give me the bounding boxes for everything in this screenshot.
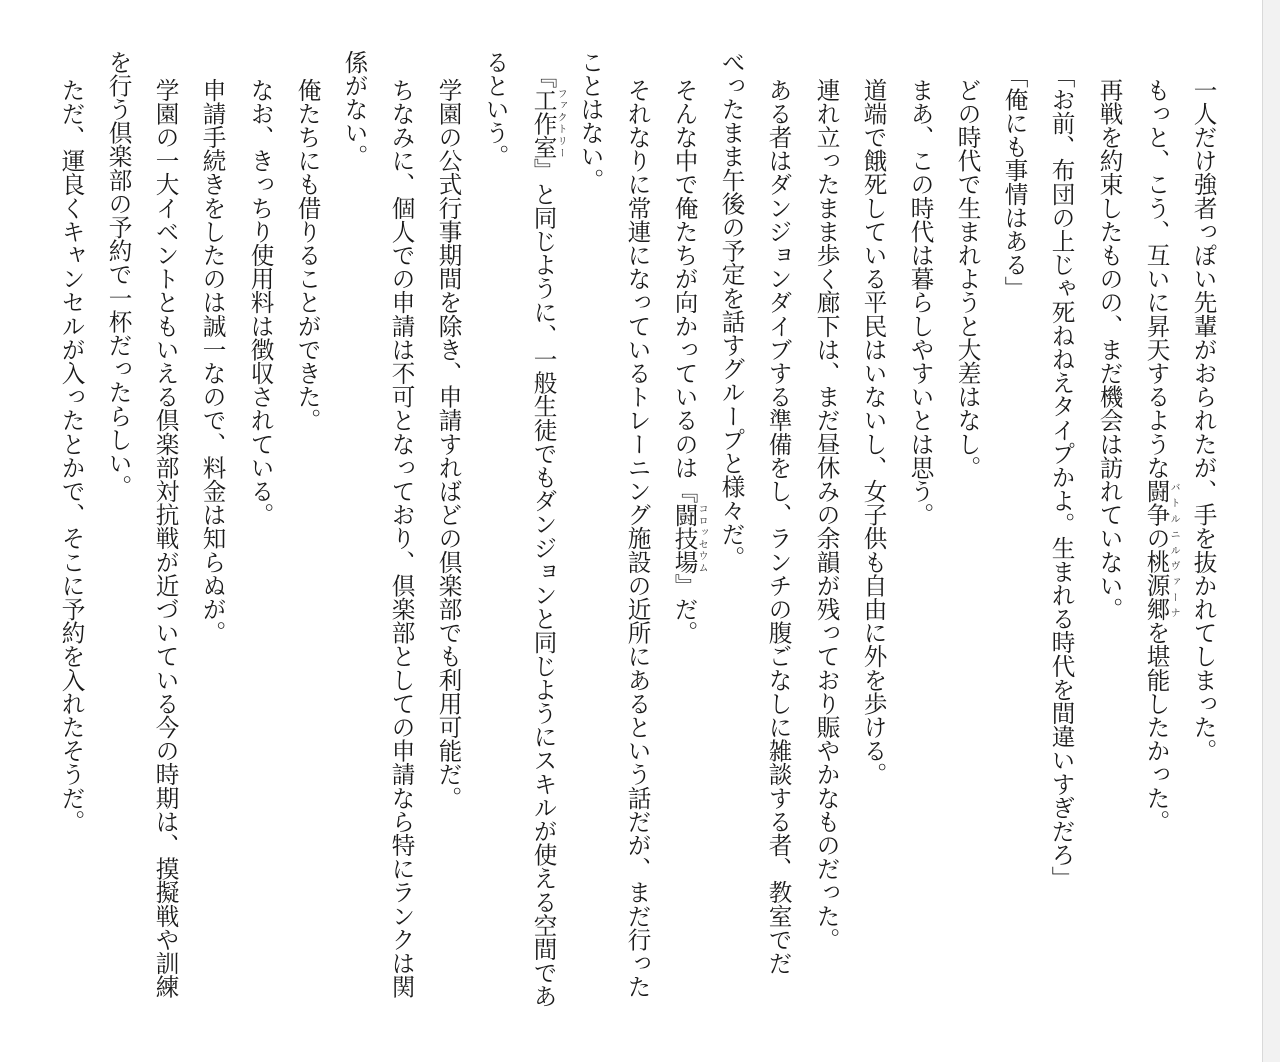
text-line-12 xyxy=(672,78,707,644)
text-line-9 xyxy=(812,78,841,952)
text-run: 一人だけ強者っぽい先輩がおられたが、手を抜かれてしまった。 xyxy=(1189,78,1218,763)
text-run: ある者はダンジョンダイブする準備をし、ランチの腹ごなしに雑談する者、教室でだ xyxy=(764,78,793,975)
ruby-base: 闘技場 xyxy=(670,502,699,574)
ruby-base: 闘争の桃源郷 xyxy=(1142,479,1171,621)
text-run: 係がない。 xyxy=(340,50,369,168)
text-run: ことはない。 xyxy=(576,50,605,192)
text-line-7 xyxy=(906,78,935,527)
text-run: 「お前、布団の上じゃ死ねねえタイプかよ。生まれる時代を間違いすぎだろ」 xyxy=(1047,64,1076,890)
text-run: を行う倶楽部の予約で一杯だったらしい。 xyxy=(104,50,133,499)
text-line-16 xyxy=(481,50,510,168)
text-line-10 xyxy=(764,78,793,975)
text-run: どの時代で生まれようと大差はなし。 xyxy=(953,78,982,480)
text-run: そんな中で俺たちが向かっているのは『 xyxy=(670,78,699,503)
text-line-11 xyxy=(717,50,746,570)
text-line-17 xyxy=(434,78,463,810)
text-run: 道端で餓死している平民はいないし、女子供も自由に外を歩ける。 xyxy=(859,78,888,786)
text-run: もっと、こう、互いに昇天するような xyxy=(1142,78,1171,480)
text-run: ちなみに、個人での申請は不可となっており、倶楽部としての申請なら特にランクは関 xyxy=(387,78,416,999)
ruby-term xyxy=(1142,479,1180,621)
text-line-19 xyxy=(340,50,369,168)
text-run: ただ、運良くキャンセルが入ったとかで、そこに予約を入れたそうだ。 xyxy=(57,78,86,834)
text-run: まあ、この時代は暮らしやすいとは思う。 xyxy=(906,78,935,527)
text-run: を堪能したかった。 xyxy=(1142,620,1171,834)
text-line-5 xyxy=(1000,64,1029,300)
text-line-3 xyxy=(1095,78,1124,621)
text-line-22 xyxy=(198,78,227,645)
text-run: 連れ立ったまま歩く廊下は、まだ昼休みの余韻が残っており賑やかなものだった。 xyxy=(812,78,841,952)
ruby-term xyxy=(529,87,567,159)
ruby-reading: バトルニルヴァーナ xyxy=(1168,479,1180,621)
ruby-base: 工作室 xyxy=(529,87,558,159)
text-line-8 xyxy=(859,78,888,786)
text-line-1 xyxy=(1189,78,1218,763)
text-run: 再戦を約束したものの、まだ機会は訪れていない。 xyxy=(1095,78,1124,621)
text-line-20 xyxy=(293,78,322,432)
text-line-6 xyxy=(953,78,982,480)
text-line-23 xyxy=(151,78,180,999)
text-run: 俺たちにも借りることができた。 xyxy=(293,78,322,432)
text-run: 『 xyxy=(529,64,558,88)
text-line-18 xyxy=(387,78,416,999)
text-run: 』だ。 xyxy=(670,573,699,645)
text-run: 「俺にも事情はある」 xyxy=(1000,64,1029,300)
text-line-2 xyxy=(1144,78,1179,833)
ruby-reading: コロッセウム xyxy=(696,502,708,574)
text-line-13 xyxy=(623,78,652,999)
text-run: るという。 xyxy=(481,50,510,168)
text-line-14 xyxy=(576,50,605,192)
ruby-term xyxy=(670,502,708,574)
text-run: 学園の一大イベントともいえる倶楽部対抗戦が近づいている今の時期は、摸擬戦や訓練 xyxy=(151,78,180,999)
ruby-reading: ファクトリー xyxy=(555,87,567,159)
text-run: なお、きっちり使用料は徴収されている。 xyxy=(246,78,275,527)
text-line-4 xyxy=(1047,64,1076,890)
text-run: それなりに常連になっているトレーニング施設の近所にあるという話だが、まだ行った xyxy=(623,78,652,999)
text-line-21 xyxy=(246,78,275,527)
text-line-25 xyxy=(57,78,86,834)
text-run: 』と同じように、一般生徒でもダンジョンと同じようにスキルが使える空間であ xyxy=(529,158,558,1009)
text-line-24 xyxy=(104,50,133,499)
text-line-15 xyxy=(531,64,566,1008)
text-run: 申請手続きをしたのは誠一なので、料金は知らぬが。 xyxy=(198,78,227,645)
text-run: 学園の公式行事期間を除き、申請すればどの倶楽部でも利用可能だ。 xyxy=(434,78,463,810)
text-run: べったまま午後の予定を話すグループと様々だ。 xyxy=(717,50,746,570)
